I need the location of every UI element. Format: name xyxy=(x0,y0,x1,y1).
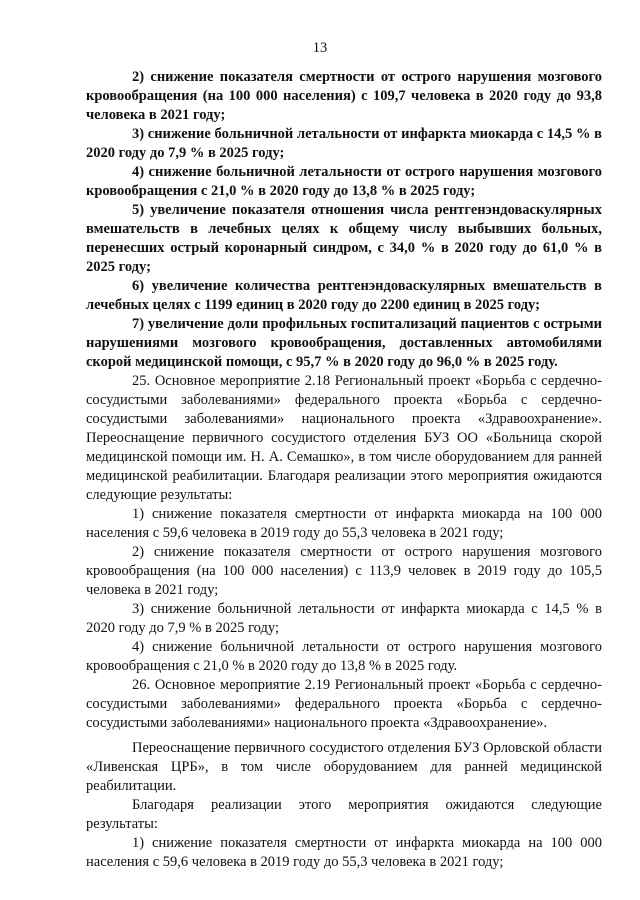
paragraph: 1) снижение показателя смертности от инфаркта миокарда на 100 000 населения с 59,6 человека в 2019 году до 55,3 человека в 2021 году; xyxy=(86,506,602,541)
paragraph: 4) снижение больничной летальности от острого нарушения мозгового кровообращения с 21,0 % в 2020 году до 13,8 % в 2025 году. xyxy=(86,639,602,674)
paragraph: 2) снижение показателя смертности от острого нарушения мозгового кровообращения (на 100 000 населения) с 113,9 человек в 2019 году до 105,5 человека в 2021 году; xyxy=(86,544,602,598)
paragraph: Переоснащение первичного сосудистого отделения БУЗ Орловской области «Ливенская ЦРБ», в том числе оборудованием для ранней медицинской реабилитации. xyxy=(86,740,602,794)
paragraph: 26. Основное мероприятие 2.19 Региональный проект «Борьба с сердечно-сосудистыми заболеваниями» федерального проекта «Борьба с сердечно-сосудистыми заболеваниями» национального проекта «Здравоохранение». xyxy=(86,677,602,731)
paragraph: 1) снижение показателя смертности от инфаркта миокарда на 100 000 населения с 59,6 человека в 2019 году до 55,3 человека в 2021 году; xyxy=(86,835,602,870)
paragraph: 2) снижение показателя смертности от острого нарушения мозгового кровообращения (на 100 000 населения) с 109,7 человека в 2020 году до 93,8 человека в 2021 году; xyxy=(86,69,602,123)
paragraph: 5) увеличение показателя отношения числа рентгенэндоваскулярных вмешательств в лечебных целях к общему числу выбывших больных, перенесших острый коронарный синдром, с 34,0 % в 2020 году до 61,0 % в 2025 году; xyxy=(86,202,602,275)
paragraph: Благодаря реализации этого мероприятия ожидаются следующие результаты: xyxy=(86,797,602,832)
paragraph: 25. Основное мероприятие 2.18 Региональный проект «Борьба с сердечно-сосудистыми заболеваниями» федерального проекта «Борьба с сердечно-сосудистыми заболеваниями» национального проекта «Здравоохранение». Переоснащение первичного сосудистого отделения БУЗ ОО «Больница скорой медицинской помощи им. Н. А. Семашко», в том числе оборудованием для ранней медицинской реабилитации. Благодаря реализации этого мероприятия ожидаются следующие результаты: xyxy=(86,373,602,503)
paragraph: 4) снижение больничной летальности от острого нарушения мозгового кровообращения с 21,0 % в 2020 году до 13,8 % в 2025 году; xyxy=(86,164,602,199)
page-number: 13 xyxy=(312,40,328,56)
paragraph: 7) увеличение доли профильных госпитализаций пациентов с острыми нарушениями мозгового кровообращения, доставленных автомобилями скорой медицинской помощи, с 95,7 % в 2020 году до 96,0 % в 2025 году. xyxy=(86,316,602,370)
document-body xyxy=(86,68,602,872)
paragraph: 3) снижение больничной летальности от инфаркта миокарда с 14,5 % в 2020 году до 7,9 % в 2025 году; xyxy=(86,601,602,636)
paragraph: 3) снижение больничной летальности от инфаркта миокарда с 14,5 % в 2020 году до 7,9 % в 2025 году; xyxy=(86,126,602,161)
paragraph: 6) увеличение количества рентгенэндоваскулярных вмешательств в лечебных целях с 1199 единиц в 2020 году до 2200 единиц в 2025 году; xyxy=(86,278,602,313)
